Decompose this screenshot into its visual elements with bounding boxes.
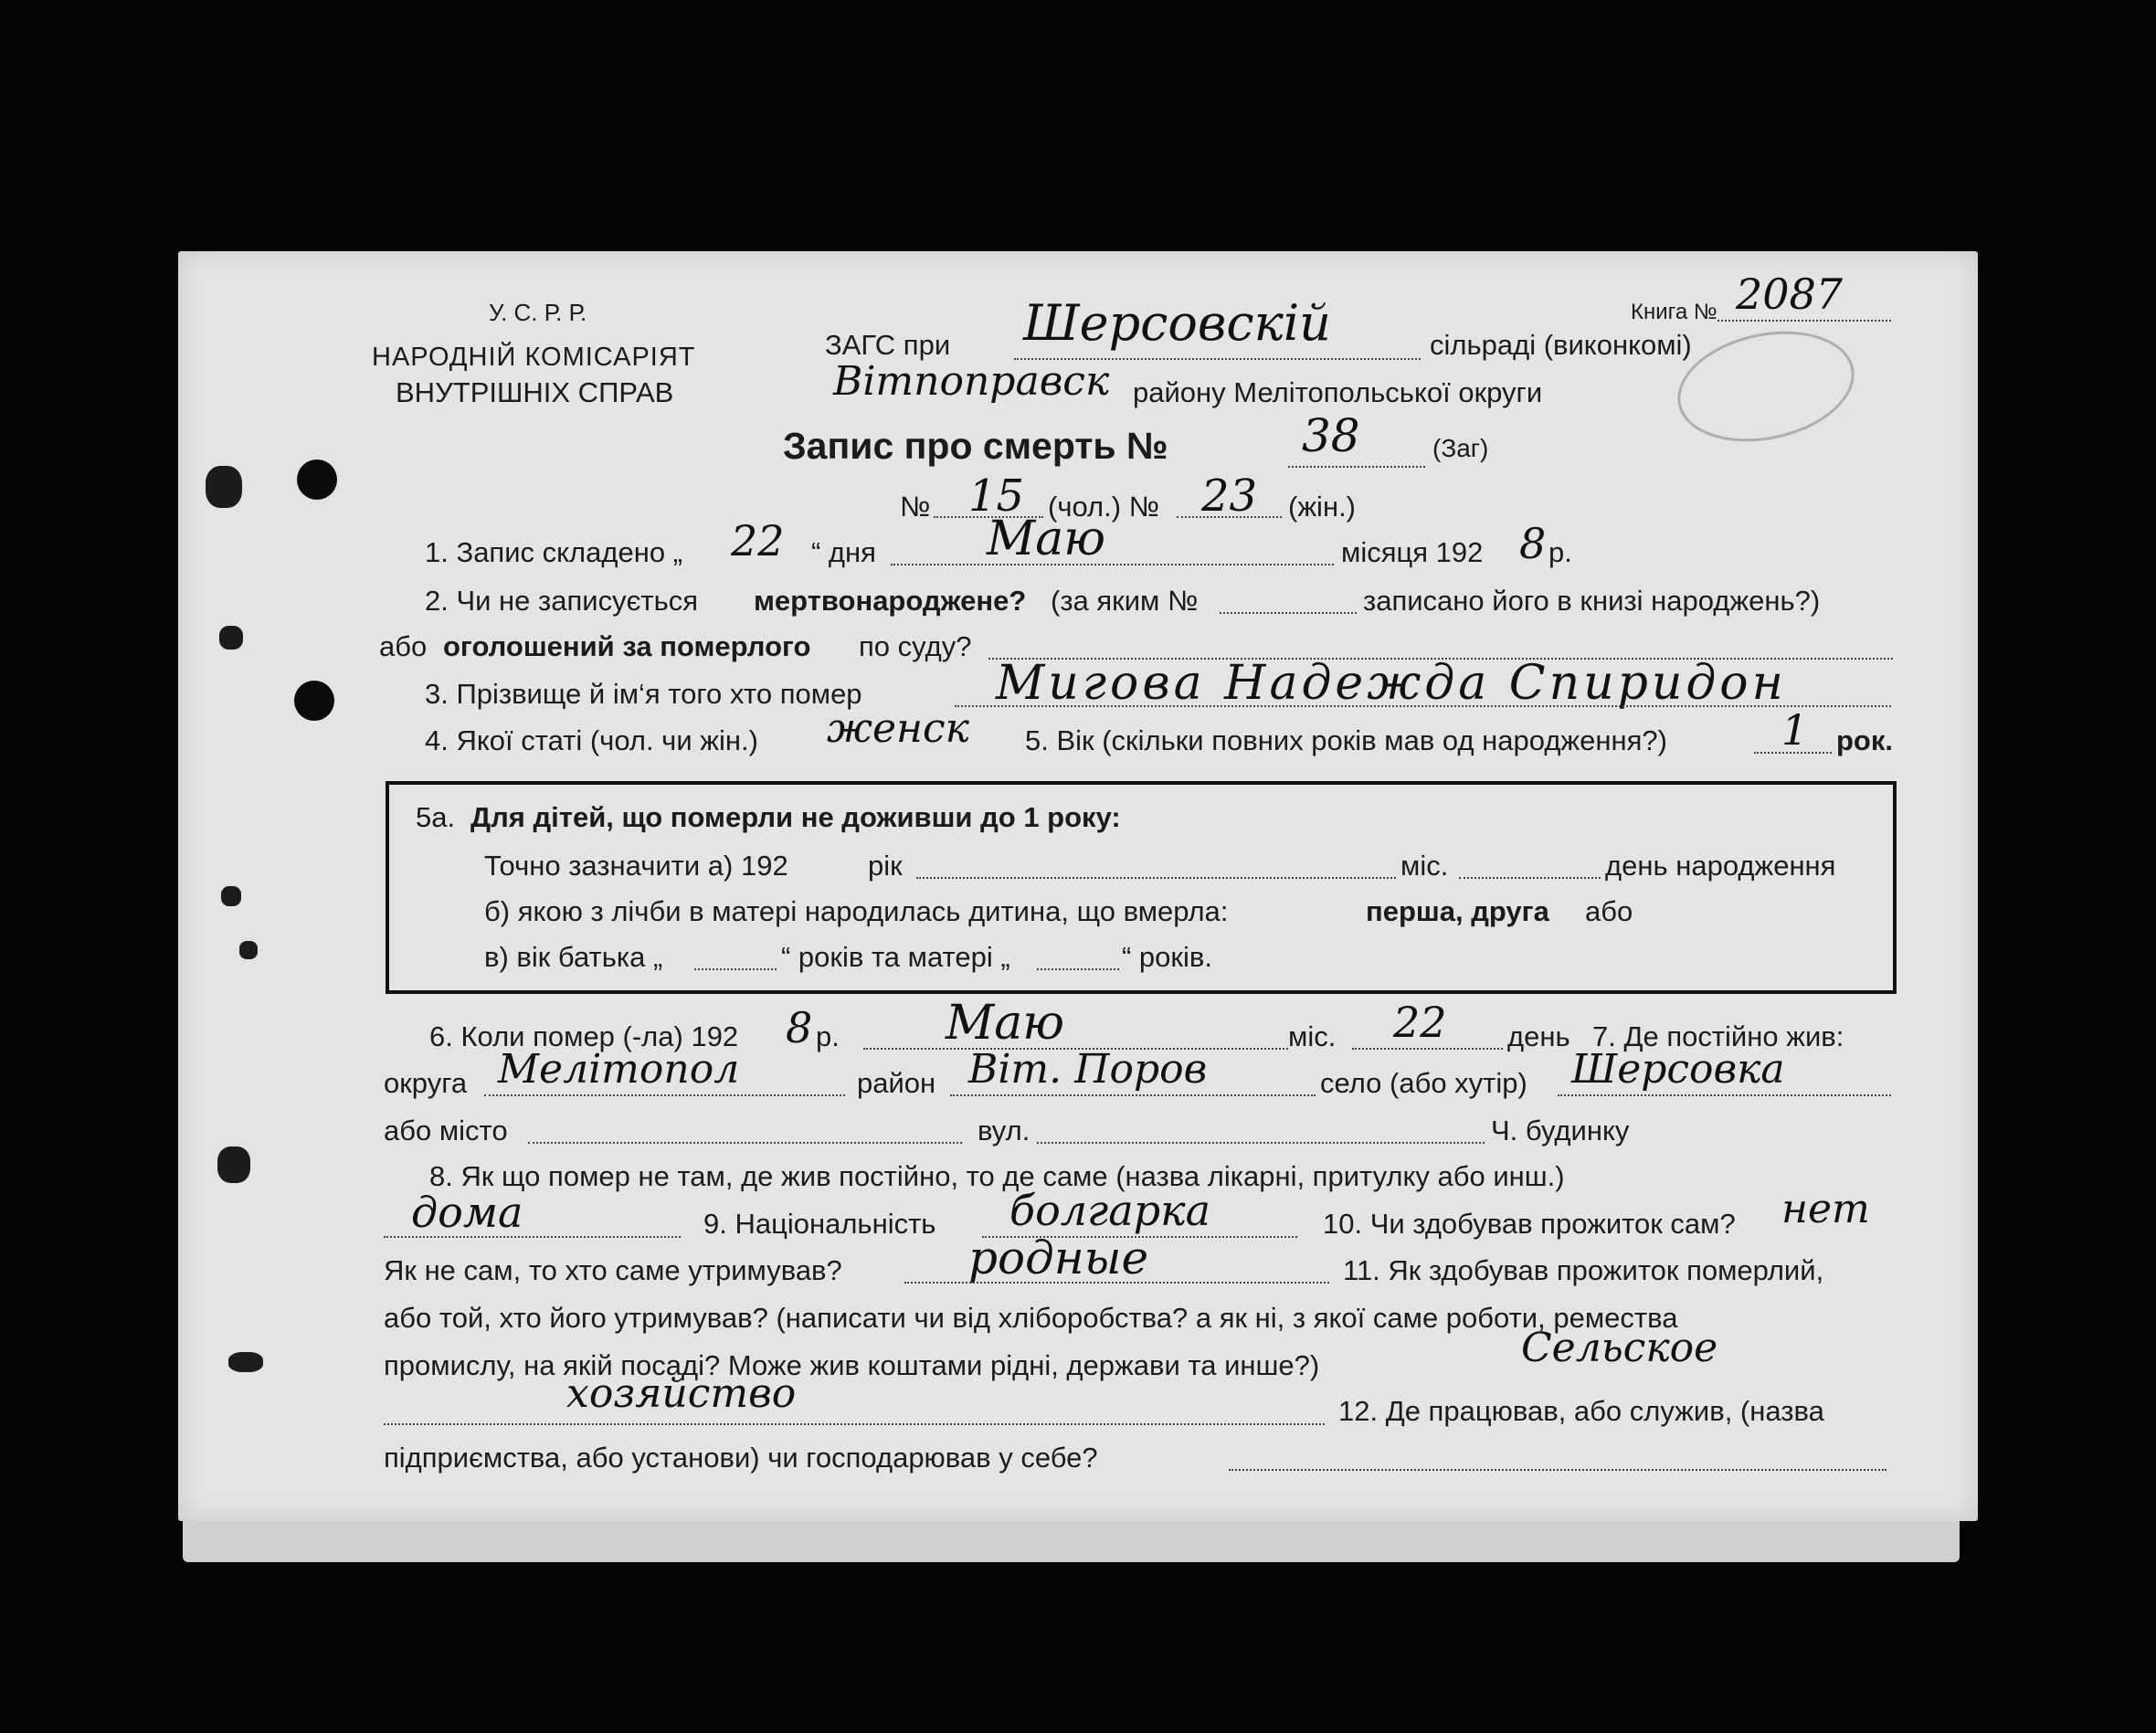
vul-label: вул. [978, 1115, 1030, 1147]
q3-label: 3. Прізвище й ім‘я того хто помер [425, 678, 862, 710]
book-label: Книга № [1631, 300, 1717, 324]
q11-line3: промислу, на якій посаді? Може жив коштами рідні, держави та инше?) [384, 1349, 1320, 1381]
q11-line [384, 1423, 1325, 1425]
zags-prefix: ЗАГС при [825, 329, 951, 361]
box5a-mis-line [1459, 877, 1601, 879]
q1-day-value: 22 [731, 516, 785, 565]
q6-month-value: Маю [946, 996, 1065, 1051]
support-value: родные [968, 1231, 1149, 1284]
q6-year-value: 8 [786, 1003, 813, 1052]
q12-line [1229, 1469, 1886, 1471]
record-number-line [1288, 466, 1425, 468]
q4-value: женск [827, 705, 969, 752]
q3-line [955, 705, 1891, 707]
q1-year-value: 8 [1519, 519, 1547, 568]
raion-value: Віт. Поров [968, 1046, 1208, 1093]
q2-line1-c: (за яким № [1051, 585, 1199, 617]
q10-value: нет [1781, 1186, 1870, 1232]
box5a-line-a-day: день народження [1605, 850, 1836, 882]
q8-value: дома [411, 1188, 523, 1237]
zag-label: (Заг) [1432, 434, 1489, 462]
q8-label: 8. Як що помер не там, де жив постійно, то де саме (назва лікарні, притулку або инш.) [429, 1160, 1565, 1192]
box5a-line-c-prefix: в) вік батька „ [484, 941, 663, 973]
raion-line [950, 1094, 1316, 1096]
binder-hole-2 [294, 681, 334, 721]
q11-line2: або той, хто його утримував? (написати чи від хліборобства? а як ні, з якої саме роботи, ремества [384, 1302, 1678, 1334]
q3-value: Мигова Надежда Спиридон [996, 656, 1787, 711]
republic-label: У. С. Р. Р. [489, 299, 587, 326]
village-council-value: Шерсовскій [1023, 294, 1331, 352]
q6-prefix: 6. Коли помер (-ла) 192 [429, 1020, 739, 1052]
q4-label: 4. Якої статі (чол. чи жін.) [425, 724, 758, 756]
female-number-value: 23 [1201, 470, 1258, 522]
binder-tear-3 [221, 886, 241, 906]
box5a-line-b-prefix: б) якою з лічби в матері народилась дитина, що вмерла: [484, 895, 1229, 927]
box5a-father-age-line [694, 968, 777, 970]
q11-line1: 11. Як здобував прожиток померлий, [1343, 1254, 1824, 1286]
village-council-suffix: сільраді (виконкомі) [1430, 329, 1692, 361]
q9-label: 9. Національність [703, 1208, 936, 1240]
box5a-line-c-suffix: “ років. [1122, 941, 1212, 973]
district-value: Вітпоправск [833, 358, 1110, 405]
q1-month-value: Маю [987, 512, 1106, 566]
q12-line1: 12. Де працював, або служив, (назва [1338, 1395, 1824, 1427]
box5a-line-b-suffix: або [1585, 895, 1633, 927]
q5-suffix: рок. [1836, 724, 1893, 756]
q2-number-line [1220, 612, 1357, 614]
support-label: Як не сам, то хто саме утримував? [384, 1254, 842, 1286]
female-label: (жін.) [1288, 491, 1357, 523]
q2-line2-a: або [379, 630, 428, 662]
district-suffix: району Мелітопольської округи [1133, 376, 1543, 408]
q6-mis: міс. [1288, 1020, 1337, 1052]
q10-label: 10. Чи здобував прожиток сам? [1323, 1208, 1736, 1240]
okruha-label: округа [384, 1067, 468, 1099]
binder-tear-5 [217, 1147, 250, 1183]
box5a-number: 5а. [416, 801, 456, 833]
box5a-heading: Для дітей, що померли не доживши до 1 року: [470, 801, 1121, 833]
q12-line2: підприємства, або установи) чи господарював у себе? [384, 1442, 1098, 1474]
book-number-value: 2087 [1736, 269, 1844, 319]
q6-day-value: 22 [1393, 998, 1447, 1047]
q1-month-line [891, 564, 1334, 565]
q1-year-suffix: р. [1548, 536, 1572, 568]
selo-line [1558, 1094, 1891, 1096]
box5a-line-a-mis: міс. [1400, 850, 1449, 882]
q8-line [384, 1236, 681, 1238]
binder-tear-2 [219, 626, 243, 650]
commissariat-line1: НАРОДНІЙ КОМІСАРІЯТ [372, 343, 696, 372]
q5-label: 5. Вік (скільки повних років мав од народження?) [1025, 724, 1667, 756]
female-number-line [1177, 516, 1282, 518]
selo-label: село (або хутір) [1320, 1067, 1527, 1099]
misto-line [528, 1142, 962, 1144]
box5a-line-b-bold: перша, друга [1366, 895, 1549, 927]
book-number-line [1717, 320, 1891, 322]
male-label: (чол.) № [1048, 491, 1159, 523]
q11-value-2: хозяйство [566, 1370, 797, 1417]
okruha-value: Мелітопол [498, 1046, 740, 1093]
support-line [904, 1282, 1329, 1284]
vul-line [1037, 1142, 1485, 1144]
binder-tear-4 [239, 941, 258, 959]
box5a-line-a-rik: рік [868, 850, 903, 882]
okruha-line [484, 1094, 845, 1096]
box5a-mother-age-line [1037, 968, 1119, 970]
box5a-rik-line [916, 877, 1396, 879]
q6-year-suffix: р. [816, 1020, 840, 1052]
q7-label: 7. Де постійно жив: [1592, 1020, 1844, 1052]
q1-prefix: 1. Запис складено „ [425, 536, 683, 568]
q9-value: болгарка [1009, 1186, 1211, 1235]
raion-label: район [857, 1067, 936, 1099]
binder-tear-1 [206, 466, 242, 508]
record-number-value: 38 [1302, 409, 1360, 462]
misto-label: або місто [384, 1115, 508, 1147]
box5a-line-a-prefix: Точно зазначити а) 192 [484, 850, 788, 882]
record-title: Запис про смерть № [783, 425, 1168, 467]
q2-line2-b: оголошений за померлого [443, 630, 811, 662]
q2-line1-a: 2. Чи не записується [425, 585, 699, 617]
male-no-label: № [900, 491, 931, 523]
q2-line2-c: по суду? [859, 630, 972, 662]
binder-tear-6 [228, 1352, 263, 1372]
budynku-label: Ч. будинку [1491, 1115, 1630, 1147]
q5-line [1754, 752, 1832, 754]
q2-line1-b: мертвонароджене? [754, 585, 1027, 617]
q5-value: 1 [1781, 705, 1809, 755]
male-number-value: 15 [968, 470, 1025, 522]
box5a-line-c-mid: “ років та матері „ [781, 941, 1010, 973]
q2-line1-d: записано його в книзі народжень?) [1363, 585, 1821, 617]
q6-day-label: день [1507, 1020, 1570, 1052]
binder-hole-1 [297, 460, 337, 500]
q1-day-suffix: “ дня [811, 536, 876, 568]
commissariat-line2: ВНУТРІШНІХ СПРАВ [396, 376, 674, 408]
selo-value: Шерсовка [1571, 1046, 1785, 1093]
q1-month-suffix: місяця 192 [1341, 536, 1484, 568]
q6-day-line [1352, 1048, 1503, 1050]
q11-value-1: Сельское [1521, 1325, 1718, 1371]
